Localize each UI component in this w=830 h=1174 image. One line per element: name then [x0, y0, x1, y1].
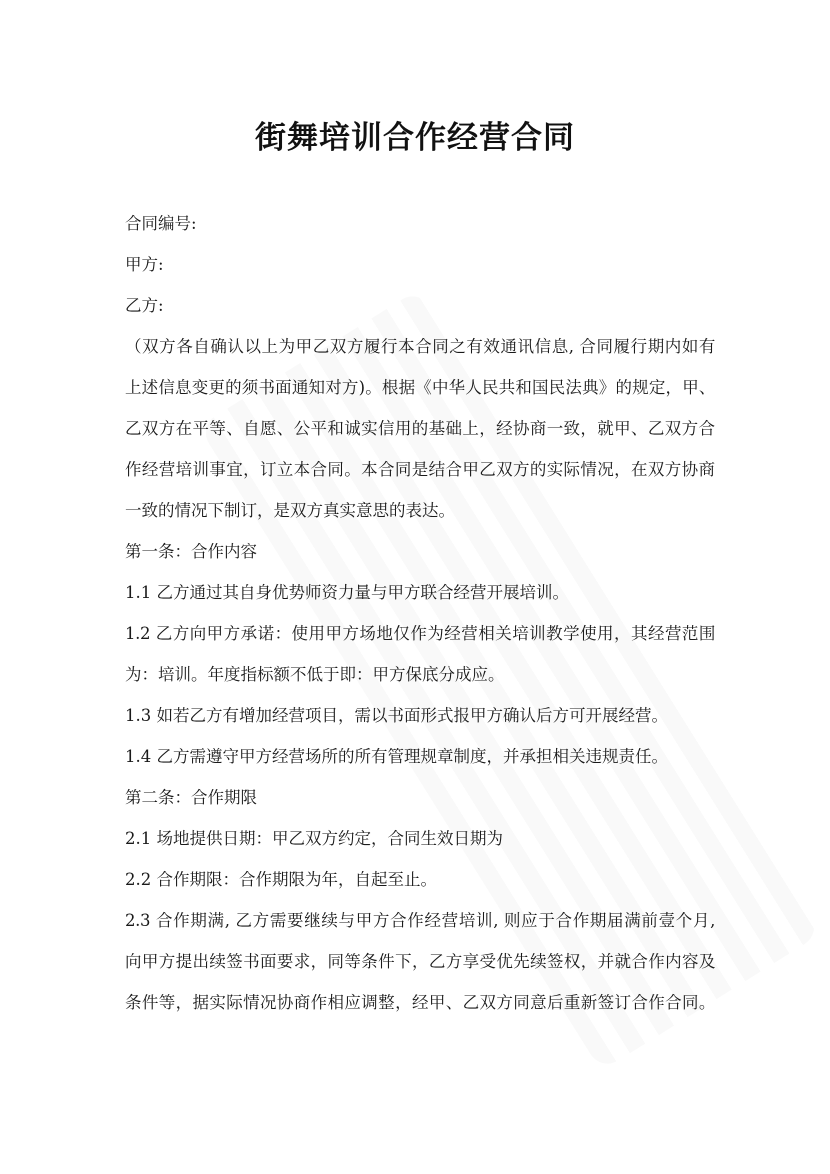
- section-heading: 第一条：合作内容: [125, 542, 257, 561]
- clause-line: 1.3 如若乙方有增加经营项目，需以书面形式报甲方确认后方可开展经营。: [125, 706, 668, 725]
- party-b-label: 乙方:: [125, 296, 164, 315]
- clause-line: 1.4 乙方需遵守甲方经营场所的所有管理规章制度，并承担相关违规责任。: [125, 747, 668, 766]
- document-title: 街舞培训合作经营合同: [255, 120, 575, 156]
- clause-line: 为：培训。年度指标额不低于即：甲方保底分成应。: [125, 665, 505, 684]
- preamble-line: 乙双方在平等、自愿、公平和诚实信用的基础上，经协商一致，就甲、乙双方合: [125, 419, 715, 438]
- clause-line: 向甲方提出续签书面要求，同等条件下，乙方享受优先续签权，并就合作内容及: [125, 952, 715, 971]
- document-body: [125, 203, 715, 1023]
- section-heading: 第二条：合作期限: [125, 788, 257, 807]
- clause-line: 2.2 合作期限：合作期限为年，自起至止。: [125, 870, 437, 889]
- clause-line: 2.3 合作期满, 乙方需要继续与甲方合作经营培训, 则应于合作期届满前壹个月,: [125, 911, 715, 930]
- clause-line: 1.1 乙方通过其自身优势师资力量与甲方联合经营开展培训。: [125, 583, 569, 602]
- clause-line: 条件等，据实际情况协商作相应调整，经甲、乙双方同意后重新签订合作合同。: [125, 993, 715, 1012]
- preamble-line: （双方各自确认以上为甲乙双方履行本合同之有效通讯信息, 合同履行期内如有: [125, 337, 715, 356]
- preamble-line: 上述信息变更的须书面通知对方)。根据《中华人民共和国民法典》的规定，甲、: [125, 378, 715, 397]
- party-a-label: 甲方:: [125, 255, 164, 274]
- clause-line: 2.1 场地提供日期：甲乙双方约定，合同生效日期为: [125, 829, 503, 848]
- preamble-line: 一致的情况下制订，是双方真实意思的表达。: [125, 501, 455, 520]
- contract-number-label: 合同编号:: [125, 214, 197, 233]
- preamble-line: 作经营培训事宜，订立本合同。本合同是结合甲乙双方的实际情况，在双方协商: [125, 460, 715, 479]
- clause-line: 1.2 乙方向甲方承诺：使用甲方场地仅作为经营相关培训教学使用，其经营范围: [125, 624, 715, 643]
